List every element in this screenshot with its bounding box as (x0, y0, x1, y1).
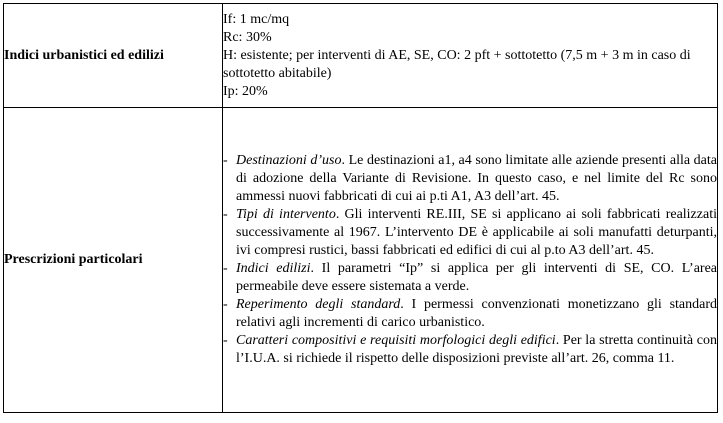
item-text: . Per la stretta continuità con l’I.U.A. si richiede il rispetto delle disposizioni previste all’art. 26, comma 11. (236, 333, 717, 366)
row-label-indices: Indici urbanistici ed edilizi (4, 4, 223, 108)
table-row-prescriptions (4, 108, 718, 413)
list-item (223, 152, 717, 206)
regulations-table (3, 3, 718, 413)
bullet-dash: - (223, 333, 228, 348)
item-title: Caratteri compositivi e requisiti morfologici degli edifici (236, 333, 556, 348)
item-text: . Gli interventi RE.III, SE si applicano ai soli fabbricati realizzati successivamente al 1967. L’intervento DE è applicabile ai soli manufatti deturpanti, ivi compresi rustici, bassi fabbricati ed edifici di cui al p.to A3 dell’art. 45. (236, 207, 717, 258)
item-title: Indici edilizi (236, 261, 311, 276)
bullet-dash: - (223, 207, 228, 222)
prescriptions-cell (223, 108, 718, 413)
list-item (223, 296, 717, 332)
index-ip: Ip: 20% (223, 83, 268, 99)
item-title: Destinazioni d’uso (236, 153, 342, 168)
indices-values-cell (223, 4, 718, 108)
index-h: H: esistente; per interventi di AE, SE, CO: 2 pft + sottotetto (7,5 m + 3 m in caso di sottotetto abitabile) (223, 47, 691, 81)
list-item (223, 332, 717, 368)
list-item (223, 260, 717, 296)
row-label-prescriptions: Prescrizioni particolari (4, 108, 223, 413)
bullet-dash: - (223, 261, 228, 276)
prescriptions-list (223, 152, 717, 368)
list-item (223, 206, 717, 260)
item-text: . I permessi convenzionati monetizzano gli standard relativi agli incrementi di carico urbanistico. (236, 297, 717, 330)
item-text: . Le destinazioni a1, a4 sono limitate alle aziende presenti alla data di adozione della Variante di Revisione. In questo caso, e nel limite del Rc sono ammessi nuovi fabbricati di cui ai p.ti A1, A3 dell’art. 45. (236, 153, 717, 204)
item-title: Reperimento degli standard (236, 297, 401, 312)
index-rc: Rc: 30% (223, 29, 272, 45)
item-title: Tipi di intervento (236, 207, 336, 222)
item-text: . Il parametri “Ip” si applica per gli interventi di SE, CO. L’area permeabile deve essere sistemata a verde. (236, 261, 717, 294)
bullet-dash: - (223, 297, 228, 312)
table-row-indices (4, 4, 718, 108)
document-page (3, 3, 718, 419)
bullet-dash: - (223, 153, 228, 168)
index-if: If: 1 mc/mq (223, 11, 290, 27)
